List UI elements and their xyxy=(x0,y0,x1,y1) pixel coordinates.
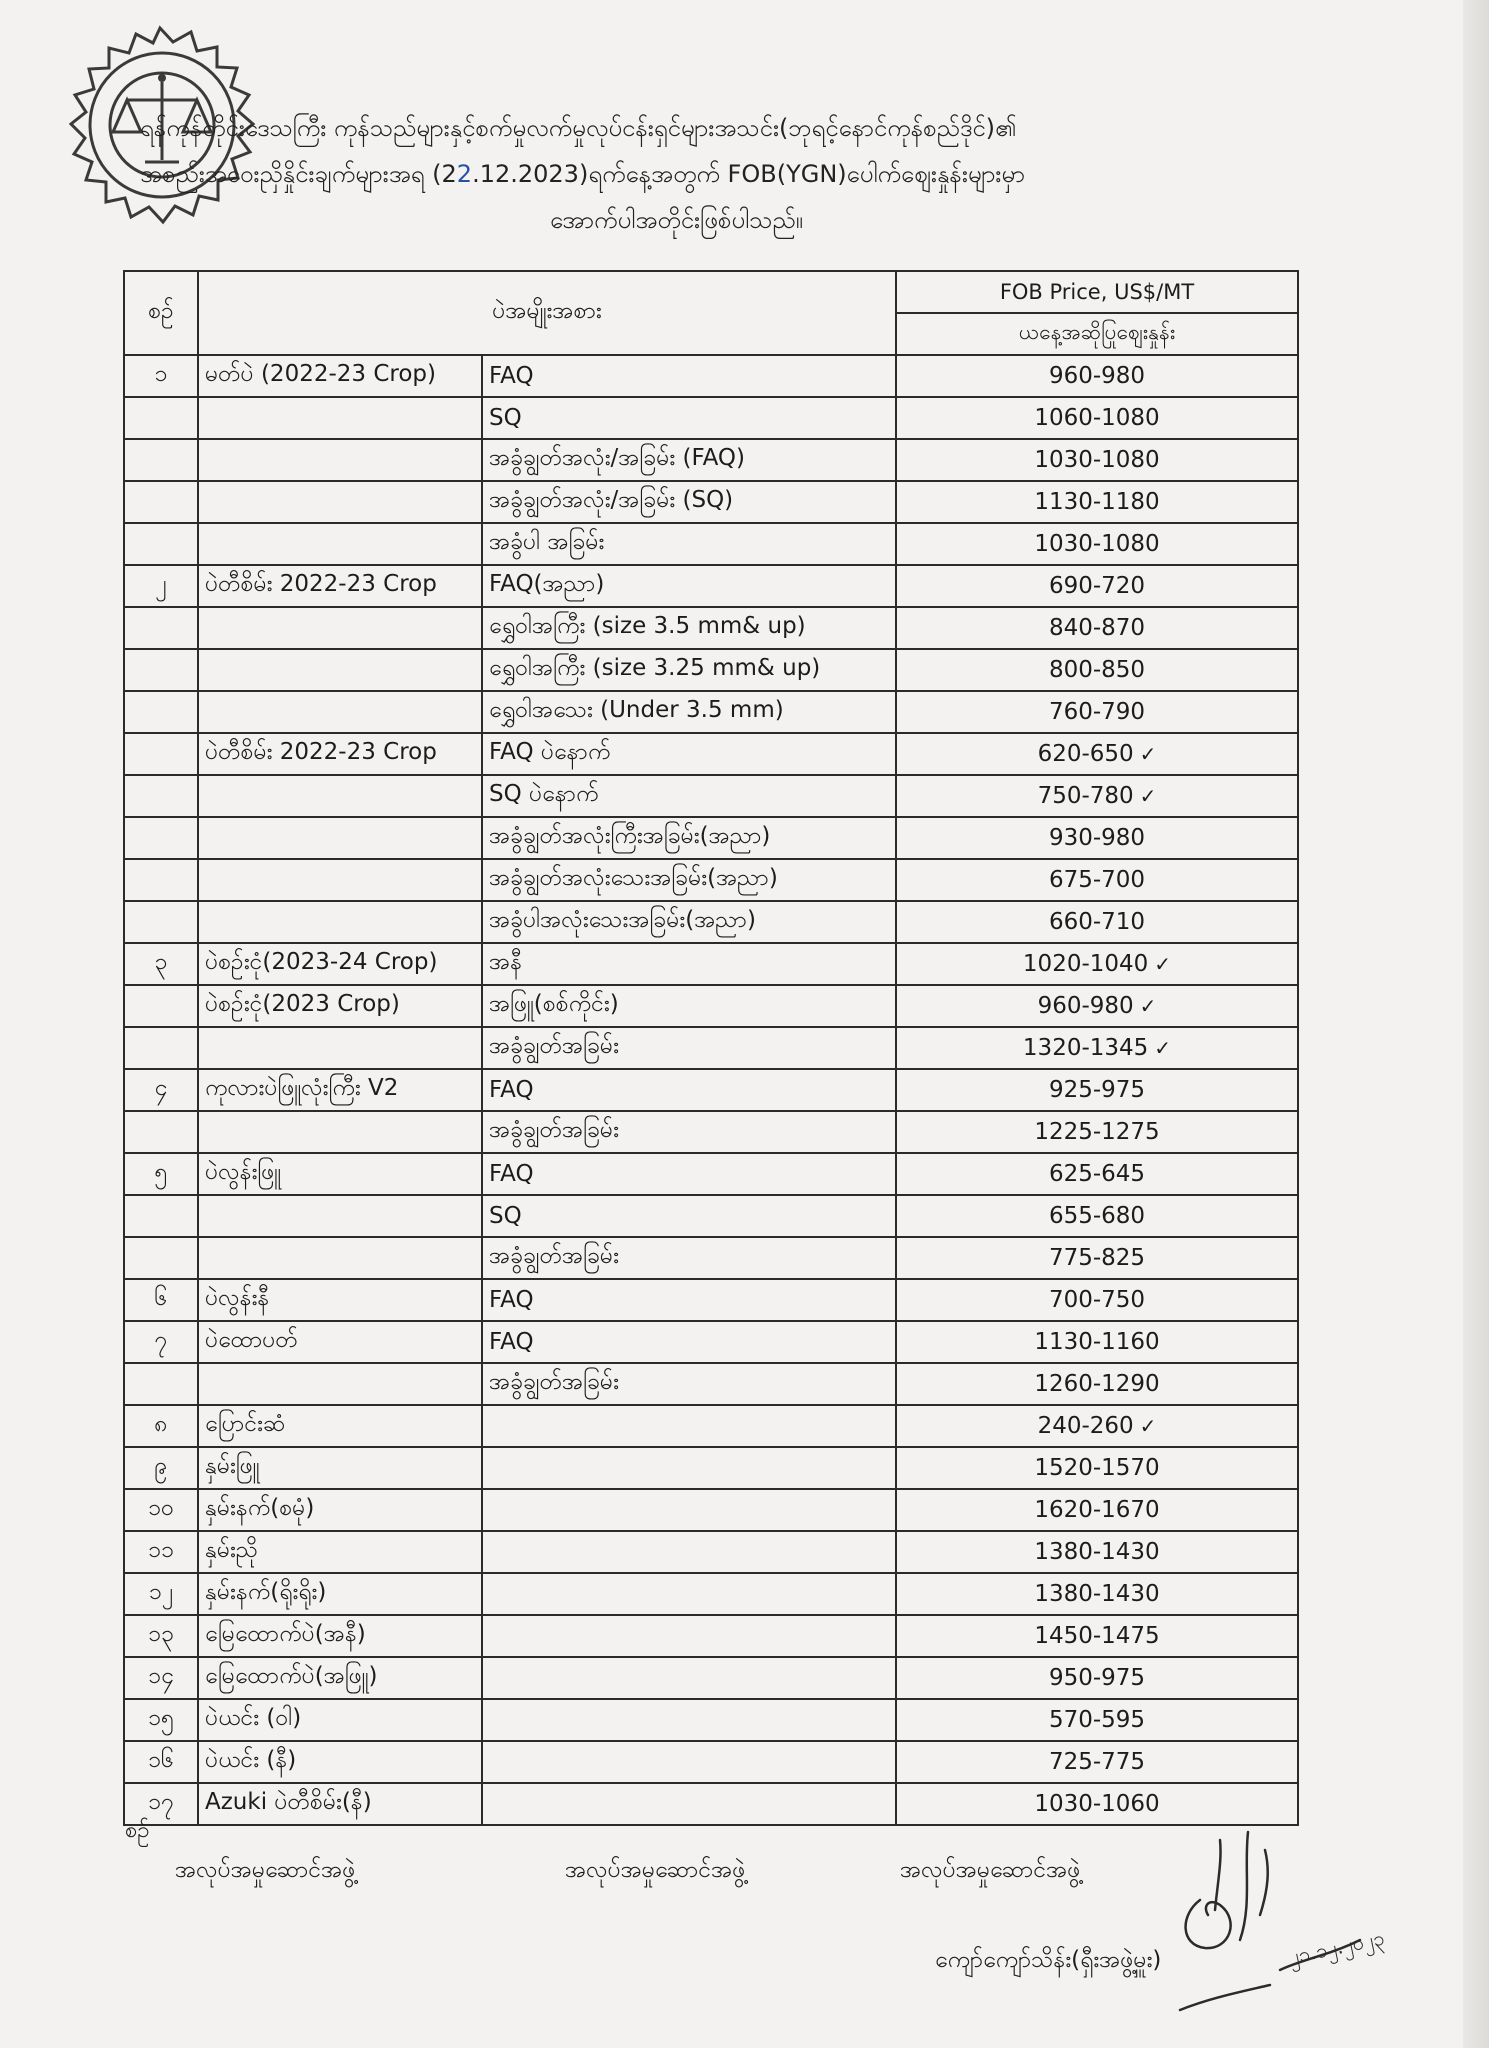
row-number xyxy=(124,1489,198,1531)
heading-line-3: အောက်ပါအတိုင်းဖြစ်ပါသည်။ xyxy=(550,206,803,234)
row-number xyxy=(124,1531,198,1573)
fob-price xyxy=(896,1657,1298,1699)
bean-name-text: ပဲယင်း (ဝါ) xyxy=(205,1705,302,1731)
row-number-text: ၉ xyxy=(154,1453,168,1479)
table-row xyxy=(124,775,1298,817)
footer-no-label: စဉ် xyxy=(125,1818,150,1843)
row-number xyxy=(124,1363,198,1405)
document-heading xyxy=(140,105,1360,243)
bean-name xyxy=(198,1195,482,1237)
row-number-text: ၁၀ xyxy=(148,1495,174,1521)
bean-grade xyxy=(482,691,896,733)
table-row xyxy=(124,1489,1298,1531)
committee-label-3: အလုပ်အမှုဆောင်အဖွဲ့ xyxy=(900,1857,1081,1883)
row-number-text: ၃ xyxy=(154,949,168,975)
fob-price-text: 1060-1080 xyxy=(1034,405,1160,431)
bean-grade xyxy=(482,1111,896,1153)
table-row xyxy=(124,397,1298,439)
fob-price-text: 1260-1290 xyxy=(1034,1371,1160,1397)
row-number-text: ၅ xyxy=(154,1159,168,1185)
fob-price xyxy=(896,439,1298,481)
bean-name-text: ပဲစဉ်းငုံ(2023 Crop) xyxy=(205,991,400,1017)
bean-name xyxy=(198,775,482,817)
table-row xyxy=(124,1573,1298,1615)
check-mark-icon: ✓ xyxy=(1139,742,1157,766)
row-number-text: ၁၂ xyxy=(148,1579,174,1605)
bean-grade-text: ရွှေဝါအကြီး (size 3.5 mm& up) xyxy=(489,613,806,639)
fob-price-text: 1020-1040 xyxy=(1022,951,1149,977)
fob-price xyxy=(896,1783,1298,1825)
bean-grade-text: အခွံချွတ်အခြမ်း xyxy=(489,1117,619,1143)
table-row xyxy=(124,1699,1298,1741)
fob-price xyxy=(896,985,1298,1027)
fob-price-text: 240-260 xyxy=(1037,1413,1134,1439)
row-number xyxy=(124,985,198,1027)
table-row xyxy=(124,1615,1298,1657)
bean-grade xyxy=(482,1069,896,1111)
table-row xyxy=(124,355,1298,397)
bean-grade xyxy=(482,355,896,397)
fob-price xyxy=(896,1741,1298,1783)
row-number xyxy=(124,691,198,733)
fob-price xyxy=(896,355,1298,397)
bean-name xyxy=(198,1279,482,1321)
table-row xyxy=(124,1447,1298,1489)
fob-price-text: 1030-1060 xyxy=(1034,1791,1160,1817)
fob-price-text: 1130-1180 xyxy=(1034,489,1160,515)
table-row xyxy=(124,1195,1298,1237)
fob-price-text: 700-750 xyxy=(1048,1287,1146,1313)
fob-price xyxy=(896,817,1298,859)
fob-price-text: 625-645 xyxy=(1048,1161,1146,1187)
table-row xyxy=(124,1363,1298,1405)
fob-price xyxy=(896,481,1298,523)
bean-name-text: ပြောင်းဆံ xyxy=(205,1411,286,1437)
row-number xyxy=(124,355,198,397)
bean-name xyxy=(198,355,482,397)
row-number xyxy=(124,439,198,481)
fob-price-text: 1320-1345 xyxy=(1022,1035,1149,1061)
table-header-row xyxy=(124,271,1298,313)
header-no: စဉ် xyxy=(124,271,198,355)
table-row xyxy=(124,691,1298,733)
fob-price xyxy=(896,1405,1298,1447)
fob-price xyxy=(896,1699,1298,1741)
bean-name xyxy=(198,439,482,481)
heading-date-digit: 2 xyxy=(456,160,473,188)
bean-grade-text: အဖြူ(စစ်ကိုင်း) xyxy=(489,991,619,1017)
bean-grade-text: အခွံချွတ်အခြမ်း xyxy=(489,1243,619,1269)
bean-name-text: မတ်ပဲ (2022-23 Crop) xyxy=(205,361,436,387)
row-number xyxy=(124,1615,198,1657)
bean-grade-text: ရွှေဝါအသေး (Under 3.5 mm) xyxy=(489,697,784,723)
bean-name-text: ပဲတီစိမ်း 2022-23 Crop xyxy=(205,739,437,765)
bean-grade xyxy=(482,1195,896,1237)
price-table-body xyxy=(124,355,1298,1825)
bean-grade-text: FAQ xyxy=(489,1287,534,1313)
fob-price xyxy=(896,1531,1298,1573)
fob-price xyxy=(896,1363,1298,1405)
row-number-text: ၁၆ xyxy=(148,1747,174,1773)
bean-grade-text: FAQ xyxy=(489,363,534,389)
fob-price xyxy=(896,1069,1298,1111)
fob-price-text: 620-650 xyxy=(1037,741,1134,767)
fob-price xyxy=(896,691,1298,733)
row-number xyxy=(124,1153,198,1195)
bean-grade-text: SQ xyxy=(489,1203,522,1229)
fob-price xyxy=(896,859,1298,901)
bean-grade-text: FAQ xyxy=(489,1161,534,1187)
bean-name-text: နှမ်းဖြူ xyxy=(205,1453,260,1479)
row-number xyxy=(124,523,198,565)
bean-grade xyxy=(482,1153,896,1195)
bean-name xyxy=(198,565,482,607)
table-row xyxy=(124,1279,1298,1321)
table-row xyxy=(124,1531,1298,1573)
bean-grade-text: အခွံချွတ်အလုံးကြီးအခြမ်း(အညာ) xyxy=(489,823,771,849)
fob-price-text: 655-680 xyxy=(1048,1203,1146,1229)
bean-name xyxy=(198,607,482,649)
table-row xyxy=(124,1027,1298,1069)
fob-price xyxy=(896,607,1298,649)
table-row xyxy=(124,1741,1298,1783)
bean-name xyxy=(198,397,482,439)
header-proposed-price: ယနေ့အဆိုပြုဈေးနှုန်း xyxy=(896,313,1298,355)
table-row xyxy=(124,985,1298,1027)
bean-name xyxy=(198,1783,482,1825)
bean-name xyxy=(198,1405,482,1447)
fob-price-text: 660-710 xyxy=(1048,909,1146,935)
bean-grade-text: အခွံချွတ်အခြမ်း xyxy=(489,1369,619,1395)
bean-name-text: နှမ်းနက်(စမုံ) xyxy=(205,1495,315,1521)
table-row xyxy=(124,1783,1298,1825)
row-number xyxy=(124,943,198,985)
table-row xyxy=(124,1111,1298,1153)
bean-grade-text: FAQ xyxy=(489,1077,534,1103)
fob-price xyxy=(896,1615,1298,1657)
bean-name xyxy=(198,1237,482,1279)
table-row xyxy=(124,1405,1298,1447)
bean-name xyxy=(198,733,482,775)
bean-grade xyxy=(482,1741,896,1783)
bean-grade xyxy=(482,1279,896,1321)
fob-price-text: 1225-1275 xyxy=(1034,1119,1160,1145)
bean-grade xyxy=(482,607,896,649)
header-fob-price: FOB Price, US$/MT xyxy=(896,271,1298,313)
bean-grade xyxy=(482,439,896,481)
fob-price xyxy=(896,649,1298,691)
table-row xyxy=(124,439,1298,481)
bean-name-text: နှမ်းညို xyxy=(205,1537,259,1563)
row-number-text: ၂ xyxy=(155,571,167,597)
bean-name xyxy=(198,1321,482,1363)
bean-name xyxy=(198,1741,482,1783)
price-table xyxy=(123,270,1299,1826)
fob-price-text: 950-975 xyxy=(1048,1665,1146,1691)
heading-line-2-start: အစည်းအဝေးညှိနှိုင်းချက်များအရ (2 xyxy=(140,160,457,188)
row-number-text: ၆ xyxy=(154,1285,168,1311)
bean-grade xyxy=(482,1027,896,1069)
bean-grade-text: FAQ(အညာ) xyxy=(489,571,605,597)
bean-name xyxy=(198,1657,482,1699)
bean-grade xyxy=(482,1615,896,1657)
bean-grade-text: SQ ပဲနောက် xyxy=(489,781,599,807)
bean-name xyxy=(198,691,482,733)
row-number xyxy=(124,901,198,943)
bean-name xyxy=(198,1615,482,1657)
bean-grade xyxy=(482,943,896,985)
row-number xyxy=(124,1741,198,1783)
fob-price xyxy=(896,1489,1298,1531)
fob-price-text: 1130-1160 xyxy=(1034,1329,1160,1355)
bean-grade-text: အနီ xyxy=(489,949,523,975)
row-number-text: ၁၅ xyxy=(148,1705,174,1731)
table-row xyxy=(124,817,1298,859)
bean-grade xyxy=(482,523,896,565)
bean-name xyxy=(198,1447,482,1489)
fob-price xyxy=(896,1111,1298,1153)
table-row xyxy=(124,607,1298,649)
table-row xyxy=(124,649,1298,691)
table-row xyxy=(124,1321,1298,1363)
table-row xyxy=(124,901,1298,943)
bean-grade-text: အခွံချွတ်အခြမ်း xyxy=(489,1033,619,1059)
fob-price-text: 840-870 xyxy=(1048,615,1146,641)
bean-name xyxy=(198,1111,482,1153)
bean-grade xyxy=(482,1405,896,1447)
row-number xyxy=(124,1573,198,1615)
bean-name xyxy=(198,1153,482,1195)
bean-grade xyxy=(482,397,896,439)
table-row xyxy=(124,943,1298,985)
bean-grade xyxy=(482,565,896,607)
row-number xyxy=(124,1405,198,1447)
bean-name xyxy=(198,1027,482,1069)
fob-price-text: 960-980 xyxy=(1048,363,1146,389)
bean-grade-text: SQ xyxy=(489,405,522,431)
row-number xyxy=(124,775,198,817)
fob-price-text: 800-850 xyxy=(1048,657,1146,683)
fob-price-text: 725-775 xyxy=(1048,1749,1146,1775)
bean-grade-text: ရွှေဝါအကြီး (size 3.25 mm& up) xyxy=(489,655,821,681)
table-row xyxy=(124,565,1298,607)
bean-name xyxy=(198,649,482,691)
bean-name-text: ပဲစဉ်းငုံ(2023-24 Crop) xyxy=(205,949,438,975)
fob-price xyxy=(896,901,1298,943)
bean-grade xyxy=(482,1699,896,1741)
row-number-text: ၁ xyxy=(154,361,168,387)
bean-name xyxy=(198,523,482,565)
check-mark-icon: ✓ xyxy=(1139,784,1157,808)
bean-name xyxy=(198,817,482,859)
heading-line-2 xyxy=(140,151,1360,197)
row-number xyxy=(124,1027,198,1069)
fob-price-text: 750-780 xyxy=(1037,783,1134,809)
check-mark-icon: ✓ xyxy=(1139,1414,1157,1438)
bean-grade xyxy=(482,817,896,859)
bean-grade xyxy=(482,1783,896,1825)
bean-grade xyxy=(482,649,896,691)
bean-grade xyxy=(482,859,896,901)
bean-grade xyxy=(482,1573,896,1615)
table-row xyxy=(124,1069,1298,1111)
bean-grade-text: FAQ ပဲနောက် xyxy=(489,739,611,765)
fob-price-text: 775-825 xyxy=(1048,1245,1146,1271)
heading-line-1: ရန်ကုန်တိုင်းဒေသကြီး ကုန်သည်များနှင့်စက်မှုလက်မှုလုပ်ငန်းရှင်များအသင်း(ဘုရင့်နောင်ကုန်စည်ဒိုင်)၏ xyxy=(140,114,1017,142)
fob-price xyxy=(896,1153,1298,1195)
bean-grade xyxy=(482,985,896,1027)
bean-name xyxy=(198,985,482,1027)
row-number xyxy=(124,607,198,649)
signature-date: ၂၁.၁၂.၂၀၂၃ xyxy=(1286,1925,1387,1970)
check-mark-icon: ✓ xyxy=(1154,1036,1172,1060)
row-number xyxy=(124,733,198,775)
fob-price-text: 1450-1475 xyxy=(1034,1623,1160,1649)
page-edge xyxy=(1463,0,1489,2048)
row-number-text: ၄ xyxy=(154,1075,168,1101)
row-number-text: ၇ xyxy=(154,1327,168,1353)
heading-line-2-end: .12.2023)ရက်နေ့အတွက် FOB(YGN)ပေါက်ဈေးနှုန်းများမှာ xyxy=(472,160,1025,188)
row-number-text: ၁၄ xyxy=(148,1663,174,1689)
bean-name-text: ကုလားပဲဖြူလုံးကြီး V2 xyxy=(205,1075,399,1101)
row-number xyxy=(124,1237,198,1279)
bean-name-text: ပဲတီစိမ်း 2022-23 Crop xyxy=(205,571,437,597)
bean-name-text: နှမ်းနက်(ရိုးရိုး) xyxy=(205,1579,327,1605)
row-number xyxy=(124,481,198,523)
fob-price xyxy=(896,1027,1298,1069)
bean-name xyxy=(198,1699,482,1741)
row-number xyxy=(124,397,198,439)
fob-price-text: 1030-1080 xyxy=(1034,447,1160,473)
fob-price-text: 1520-1570 xyxy=(1034,1455,1160,1481)
table-row xyxy=(124,733,1298,775)
handwritten-signature-icon xyxy=(1160,1820,1420,2020)
bean-grade xyxy=(482,1447,896,1489)
row-number xyxy=(124,1111,198,1153)
fob-price xyxy=(896,775,1298,817)
fob-price-text: 930-980 xyxy=(1048,825,1146,851)
fob-price-text: 960-980 xyxy=(1037,993,1134,1019)
fob-price xyxy=(896,523,1298,565)
header-bean-type: ပဲအမျိုးအစား xyxy=(198,271,896,355)
fob-price-text: 1380-1430 xyxy=(1034,1539,1160,1565)
fob-price-text: 570-595 xyxy=(1048,1707,1146,1733)
bean-name xyxy=(198,1363,482,1405)
fob-price xyxy=(896,1279,1298,1321)
bean-grade xyxy=(482,733,896,775)
bean-grade-text: အခွံပါအလုံးသေးအခြမ်း(အညာ) xyxy=(489,907,756,933)
bean-name xyxy=(198,1573,482,1615)
committee-label-2: အလုပ်အမှုဆောင်အဖွဲ့ xyxy=(565,1857,746,1883)
fob-price xyxy=(896,733,1298,775)
fob-price-text: 760-790 xyxy=(1048,699,1146,725)
row-number xyxy=(124,1657,198,1699)
table-row xyxy=(124,481,1298,523)
table-row xyxy=(124,1657,1298,1699)
row-number xyxy=(124,1321,198,1363)
fob-price xyxy=(896,1321,1298,1363)
bean-name xyxy=(198,1489,482,1531)
row-number xyxy=(124,1447,198,1489)
row-number xyxy=(124,859,198,901)
bean-name-text: ပဲလွန်းနီ xyxy=(205,1285,270,1311)
row-number-text: ၁၁ xyxy=(148,1537,174,1563)
row-number xyxy=(124,1699,198,1741)
bean-grade xyxy=(482,1363,896,1405)
bean-grade-text: အခွံချွတ်အလုံး/အခြမ်း (SQ) xyxy=(489,487,734,513)
bean-grade xyxy=(482,1531,896,1573)
fob-price-text: 925-975 xyxy=(1048,1077,1146,1103)
bean-name xyxy=(198,481,482,523)
bean-name-text: မြေထောက်ပဲ(အဖြူ) xyxy=(205,1663,378,1689)
fob-price-text: 690-720 xyxy=(1048,573,1146,599)
fob-price xyxy=(896,397,1298,439)
bean-grade-text: အခွံချွတ်အလုံးသေးအခြမ်း(အညာ) xyxy=(489,865,778,891)
bean-name-text: မြေထောက်ပဲ(အနီ) xyxy=(205,1621,366,1647)
bean-grade xyxy=(482,481,896,523)
fob-price xyxy=(896,1447,1298,1489)
bean-name xyxy=(198,943,482,985)
check-mark-icon: ✓ xyxy=(1154,952,1172,976)
fob-price-text: 675-700 xyxy=(1048,867,1146,893)
bean-grade xyxy=(482,1657,896,1699)
bean-name-text: Azuki ပဲတီစိမ်း(နီ) xyxy=(205,1789,372,1815)
fob-price xyxy=(896,943,1298,985)
row-number-text: ၈ xyxy=(154,1411,168,1437)
bean-name xyxy=(198,859,482,901)
row-number xyxy=(124,1195,198,1237)
fob-price xyxy=(896,565,1298,607)
bean-grade xyxy=(482,1237,896,1279)
check-mark-icon: ✓ xyxy=(1139,994,1157,1018)
fob-price-text: 1030-1080 xyxy=(1034,531,1160,557)
bean-name-text: ပဲထောပတ် xyxy=(205,1327,298,1353)
bean-grade xyxy=(482,775,896,817)
row-number-text: ၁၇ xyxy=(148,1789,174,1815)
row-number xyxy=(124,565,198,607)
table-row xyxy=(124,859,1298,901)
row-number-text: ၁၃ xyxy=(148,1621,174,1647)
fob-price-text: 1380-1430 xyxy=(1034,1581,1160,1607)
table-row xyxy=(124,523,1298,565)
row-number xyxy=(124,1069,198,1111)
fob-price xyxy=(896,1573,1298,1615)
signer-name: ကျော်ကျော်သိန်း(ရှီးအဖွဲ့မှူး) xyxy=(935,1947,1162,1973)
bean-name-text: ပဲယင်း (နီ) xyxy=(205,1747,297,1773)
bean-grade xyxy=(482,1489,896,1531)
fob-price xyxy=(896,1195,1298,1237)
row-number xyxy=(124,1279,198,1321)
bean-grade-text: အခွံချွတ်အလုံး/အခြမ်း (FAQ) xyxy=(489,445,745,471)
bean-grade xyxy=(482,1321,896,1363)
table-row xyxy=(124,1153,1298,1195)
bean-name xyxy=(198,1531,482,1573)
bean-name-text: ပဲလွန်းဖြူ xyxy=(205,1159,282,1185)
fob-price xyxy=(896,1237,1298,1279)
bean-name xyxy=(198,901,482,943)
row-number xyxy=(124,817,198,859)
bean-grade-text: FAQ xyxy=(489,1329,534,1355)
committee-label-1: အလုပ်အမှုဆောင်အဖွဲ့ xyxy=(175,1857,356,1883)
row-number xyxy=(124,649,198,691)
bean-grade xyxy=(482,901,896,943)
bean-grade-text: အခွံပါ အခြမ်း xyxy=(489,529,605,555)
bean-name xyxy=(198,1069,482,1111)
table-row xyxy=(124,1237,1298,1279)
fob-price-text: 1620-1670 xyxy=(1034,1497,1160,1523)
